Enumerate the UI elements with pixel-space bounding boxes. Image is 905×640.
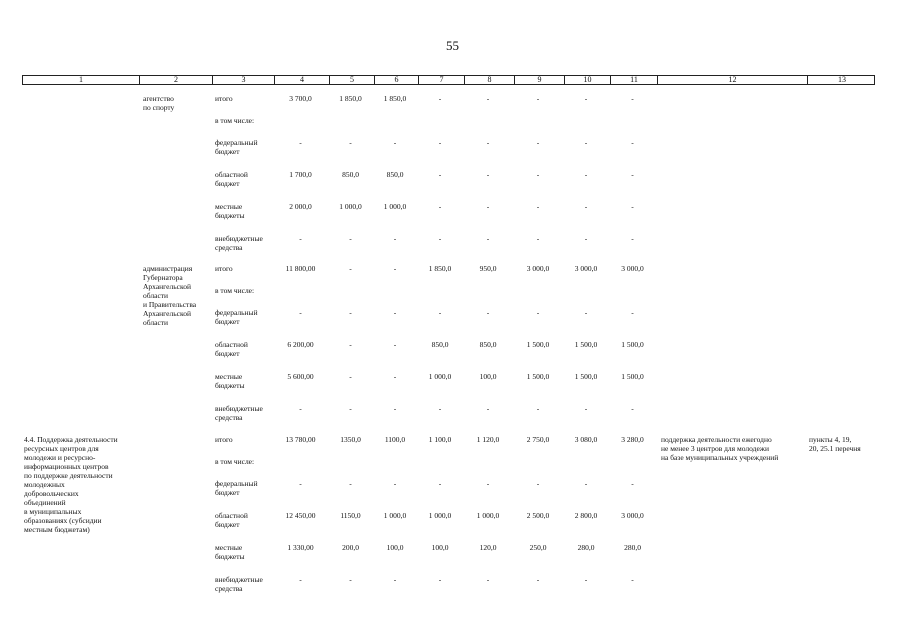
amount-cell: - [349,308,352,317]
funding-source-label: областной [215,170,248,179]
funding-source-label: внебюджетные [215,234,263,243]
amount-cell: - [299,479,302,488]
amount-cell: - [536,234,540,243]
funding-source-label: бюджет [215,317,240,326]
funding-source-label: в том числе: [215,286,255,295]
executor-text: Архангельской [143,309,191,318]
amount-cell: 2 800,0 [574,511,598,520]
amount-cell: - [486,575,490,584]
amount-cell: 200,0 [342,543,359,552]
amount-cell: - [536,170,540,179]
amount-cell: - [584,479,588,488]
amount-cell: 850,0 [431,340,449,349]
column-header-11: 11 [610,76,657,84]
amount-cell: - [349,372,352,381]
amount-cell: - [299,234,302,243]
amount-cell: - [393,264,397,273]
amount-cell: - [393,340,397,349]
amount-cell: - [438,170,442,179]
amount-cell: 1 850,0 [428,264,452,273]
amount-cell: - [393,308,397,317]
funding-source-label: бюджеты [215,211,245,220]
amount-cell: 850,0 [386,170,404,179]
funding-source-label: внебюджетные [215,404,263,413]
funding-source-label: в том числе: [215,457,255,466]
column-header-1: 1 [79,75,83,84]
amount-cell: - [486,138,490,147]
amount-cell: 3 700,0 [289,94,312,103]
column-header-6: 6 [374,76,418,84]
amount-cell: - [631,94,634,103]
program-item-text: 4.4. Поддержка деятельности [24,435,118,444]
executor-text: администрация [143,264,193,273]
amount-cell: 1 000,0 [428,511,452,520]
amount-cell: 1 000,0 [428,372,452,381]
amount-cell: 1 850,0 [339,94,362,103]
amount-cell: 3 000,0 [621,264,644,273]
amount-cell: 2 750,0 [526,435,550,444]
amount-cell: - [299,308,302,317]
amount-cell: - [584,234,588,243]
amount-cell: - [536,479,540,488]
amount-cell: 1 330,00 [287,543,314,552]
funding-source-label: местные [215,543,243,552]
column-header-7: 7 [418,76,464,84]
funding-source-label: внебюджетные [215,575,263,584]
column-header-5: 5 [329,76,374,84]
amount-cell: - [349,404,352,413]
amount-cell: - [486,308,490,317]
amount-cell: 12 450,00 [285,511,316,520]
amount-cell: 1 000,0 [383,202,407,211]
amount-cell: - [486,202,490,211]
funding-source-label: итого [215,94,233,103]
program-item-text: ресурсных центров для [24,444,99,453]
amount-cell: 1 500,0 [526,340,550,349]
amount-cell: - [631,170,634,179]
amount-cell: - [349,264,352,273]
amount-cell: - [486,170,490,179]
amount-cell: - [536,308,540,317]
amount-cell: - [438,234,442,243]
amount-cell: - [584,170,588,179]
amount-cell: - [631,234,634,243]
amount-cell: - [631,575,634,584]
column-header-12: 12 [657,76,807,84]
amount-cell: - [438,404,442,413]
amount-cell: - [486,234,490,243]
program-item-text: добровольческих [24,489,79,498]
funding-source-label: средства [215,243,243,252]
funding-source-label: федеральный [215,479,258,488]
column-header-9: 9 [514,76,564,84]
amount-cell: 1 850,0 [383,94,407,103]
amount-cell: - [584,308,588,317]
funding-source-label: местные [215,372,243,381]
funding-source-label: федеральный [215,138,258,147]
amount-cell: - [584,94,588,103]
amount-cell: - [486,94,490,103]
amount-cell: - [536,575,540,584]
amount-cell: 6 200,00 [287,340,314,349]
column-header-3: 3 [212,76,274,84]
amount-cell: - [486,479,490,488]
amount-cell: - [349,479,352,488]
funding-source-label: средства [215,413,243,422]
amount-cell: - [631,202,634,211]
program-item-text: образованиях (субсидии [24,516,102,525]
amount-cell: 2 500,0 [526,511,550,520]
amount-cell: 100,0 [431,543,449,552]
amount-cell: 1 000,0 [339,202,362,211]
amount-cell: 3 000,0 [574,264,598,273]
amount-cell: - [393,575,397,584]
column-header-13: 13 [807,76,876,84]
amount-cell: 1 500,0 [621,340,644,349]
reference-text: пункты 4, 19, [809,435,852,444]
amount-cell: - [631,479,634,488]
amount-cell: 3 000,0 [621,511,644,520]
amount-cell: 100,0 [386,543,404,552]
amount-cell: 1 500,0 [574,372,598,381]
amount-cell: - [438,479,442,488]
amount-cell: 1 500,0 [526,372,550,381]
amount-cell: 1 700,0 [289,170,312,179]
result-indicator-text: поддержка деятельности ежегодно [661,435,772,444]
column-header-row [22,75,875,85]
program-item-text: молодежных [24,480,65,489]
amount-cell: 120,0 [479,543,497,552]
amount-cell: 1 000,0 [476,511,500,520]
funding-source-label: итого [215,435,233,444]
amount-cell: - [584,404,588,413]
amount-cell: - [299,575,302,584]
funding-source-label: бюджеты [215,381,245,390]
amount-cell: 850,0 [342,170,359,179]
amount-cell: 1100,0 [384,435,406,444]
funding-source-label: бюджет [215,147,240,156]
amount-cell: - [393,404,397,413]
funding-source-label: областной [215,340,248,349]
amount-cell: 1350,0 [340,435,361,444]
funding-source-label: областной [215,511,248,520]
funding-source-label: в том числе: [215,116,255,125]
amount-cell: - [349,340,352,349]
amount-cell: 1 500,0 [621,372,644,381]
column-header-10: 10 [564,76,610,84]
amount-cell: - [536,138,540,147]
column-header-4: 4 [274,76,329,84]
executor-text: Архангельской [143,282,191,291]
amount-cell: 1 000,0 [383,511,407,520]
amount-cell: - [584,575,588,584]
amount-cell: 250,0 [529,543,547,552]
program-item-text: в муниципальных [24,507,82,516]
amount-cell: - [631,404,634,413]
program-item-text: объединений [24,498,66,507]
funding-source-label: бюджет [215,520,240,529]
amount-cell: 3 080,0 [574,435,598,444]
program-item-text: по поддержке деятельности [24,471,113,480]
column-header-2: 2 [139,76,212,84]
executor-text: области [143,291,169,300]
amount-cell: 11 800,00 [285,264,316,273]
executor-text: по спорту [143,103,175,112]
amount-cell: - [438,202,442,211]
amount-cell: - [631,138,634,147]
funding-source-label: федеральный [215,308,258,317]
funding-source-label: бюджет [215,488,240,497]
funding-source-label: бюджет [215,179,240,188]
amount-cell: 1 100,0 [428,435,452,444]
amount-cell: - [584,138,588,147]
amount-cell: - [299,404,302,413]
reference-text: 20, 25.1 перечня [809,444,861,453]
program-item-text: информационных центров [24,462,109,471]
amount-cell: - [631,308,634,317]
amount-cell: - [486,404,490,413]
amount-cell: - [536,404,540,413]
amount-cell: - [536,202,540,211]
executor-text: области [143,318,169,327]
amount-cell: 280,0 [577,543,595,552]
amount-cell: - [299,138,302,147]
amount-cell: 950,0 [479,264,497,273]
amount-cell: 2 000,0 [289,202,312,211]
amount-cell: - [393,372,397,381]
amount-cell: - [536,94,540,103]
amount-cell: - [438,138,442,147]
amount-cell: - [349,234,352,243]
funding-source-label: бюджет [215,349,240,358]
amount-cell: 100,0 [479,372,497,381]
executor-text: Губернатора [143,273,183,282]
result-indicator-text: не менее 3 центров для молодежи [661,444,770,453]
amount-cell: - [438,575,442,584]
funding-source-label: итого [215,264,233,273]
amount-cell: 3 280,0 [621,435,644,444]
amount-cell: - [349,138,352,147]
column-header-8: 8 [464,76,514,84]
amount-cell: 3 000,0 [526,264,550,273]
funding-source-label: средства [215,584,243,593]
program-item-text: местным бюджетам) [24,525,90,534]
amount-cell: 280,0 [624,543,641,552]
amount-cell: 1150,0 [340,511,361,520]
amount-cell: - [393,234,397,243]
amount-cell: - [584,202,588,211]
executor-text: и Правительства [143,300,197,309]
amount-cell: - [349,575,352,584]
amount-cell: - [438,94,442,103]
amount-cell: - [393,138,397,147]
amount-cell: - [393,479,397,488]
result-indicator-text: на базе муниципальных учреждений [661,453,779,462]
amount-cell: 1 500,0 [574,340,598,349]
amount-cell: 1 120,0 [476,435,500,444]
amount-cell: 850,0 [479,340,497,349]
program-item-text: молодежи и ресурсно- [24,453,96,462]
funding-source-label: бюджеты [215,552,245,561]
executor-text: агентство [143,94,174,103]
amount-cell: 5 600,00 [287,372,314,381]
amount-cell: - [438,308,442,317]
page-number: 55 [446,38,459,53]
amount-cell: 13 780,00 [285,435,316,444]
funding-source-label: местные [215,202,243,211]
